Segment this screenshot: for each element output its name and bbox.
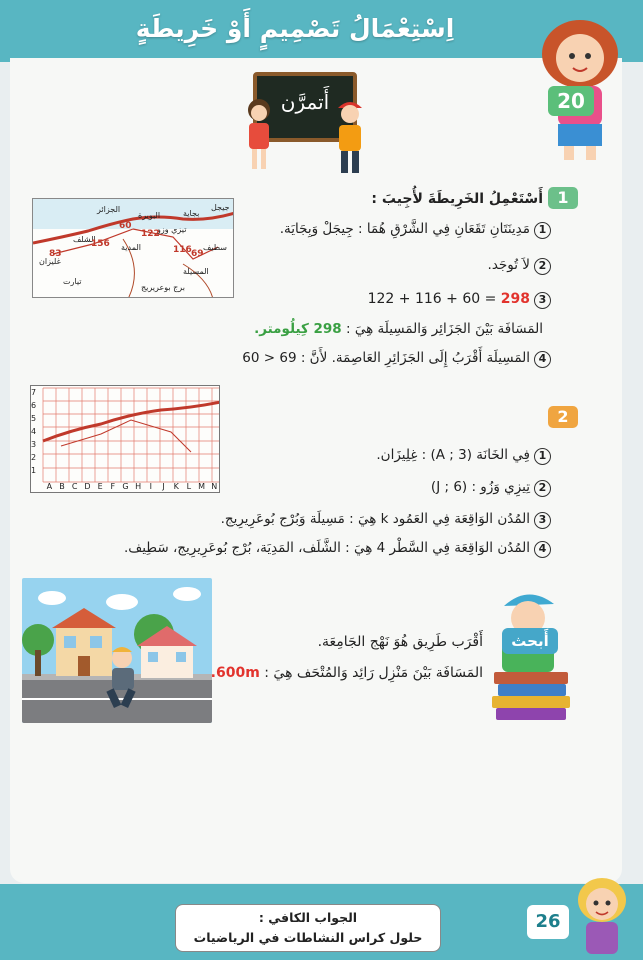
map-city-label: الشلف <box>73 235 96 244</box>
answer-marker: 1 <box>534 222 551 239</box>
footer-line-2: حلول كراس النشاطات في الرياضيات <box>193 930 423 945</box>
map-city-label: غليزان <box>39 257 61 266</box>
map-algeria-distances <box>32 198 234 298</box>
boy-student-icon <box>330 96 370 178</box>
map-distance-label: 156 <box>91 239 110 249</box>
map-distance-label: 60 <box>119 221 132 231</box>
grid-col-label: E <box>97 482 103 491</box>
ex1-answer-4 <box>242 349 551 368</box>
map-distance-label: 69 <box>191 249 204 259</box>
footer-credit <box>175 904 441 952</box>
answer-marker: 3 <box>534 292 551 309</box>
search-line-1: أَقْرَب طَرِيق هُوَ نَهْج الجَامِعَة. <box>317 634 483 650</box>
comparison: 60 > 69 <box>242 350 297 366</box>
answer-marker: 2 <box>534 480 551 497</box>
map-city-label: تيزي وزو <box>157 225 187 234</box>
grid-col-label: J <box>162 482 165 491</box>
map-city-label: المدية <box>121 243 141 252</box>
page-title: اِسْتِعْمَالُ تَصْمِيمٍ أَوْ خَرِيطَةٍ <box>135 14 455 43</box>
grid-col-label: M <box>198 482 206 491</box>
ex1-answer-3 <box>368 290 551 309</box>
street-scene <box>22 578 212 723</box>
answer-marker: 1 <box>534 448 551 465</box>
sum-equation: 122 + 116 + 60 = <box>367 291 497 307</box>
map-city-label: تيارت <box>63 277 82 286</box>
grid-col-label: G <box>122 482 129 491</box>
exercise-1-badge: 1 <box>548 187 578 209</box>
map-distance-label: 83 <box>49 249 62 259</box>
grid-row-label: 5 <box>31 414 37 423</box>
answer-text: فِي الخَانَة (A ; 3) : غِلِيزَان. <box>376 447 530 463</box>
map-city-label: برج بوعريريج <box>141 283 185 292</box>
search-line-2 <box>211 664 483 682</box>
sum-result: 298 <box>500 291 530 307</box>
map-city-label: المسيلة <box>183 267 209 276</box>
map-city-label: بجاية <box>183 209 200 218</box>
street-scene-drawing <box>22 578 212 723</box>
boy-reading-icon <box>488 584 574 724</box>
answer-text: المَسَافَة بَيْنَ الجَزَائِر وَالمَسِيلَة هِيَ : <box>346 321 543 337</box>
answer-text: المُدُن الوَاقِعَة فِي العَمُود k هِيَ : مَسِيلَة وَبُرْج بُوعَرِيرِيج. <box>220 511 530 527</box>
ex1-distance-line <box>254 320 543 338</box>
grid-row-label: 7 <box>31 388 37 397</box>
grid-row-label: 6 <box>31 401 37 410</box>
answer-text: مَدِينَتَانِ تَقَعَانِ فِي الشَّرْقِ هُمَا : جِيجَلْ وَبِجَايَة. <box>279 221 530 237</box>
map-city-label: سطيف <box>203 243 227 252</box>
practice-board: أَتمرَّن <box>253 72 357 142</box>
map-distance-label: 122 <box>141 229 160 239</box>
answer-text: لاَ تُوجَد. <box>487 257 530 273</box>
grid-col-label: K <box>173 482 179 491</box>
answer-text: المَسِيلَة أَقْرَبُ إِلَى الجَزَائِرِ العَاصِمَة. لأَنَّ : <box>300 350 530 366</box>
page-number: 26 <box>527 905 569 939</box>
answer-text: تِيزِي وَزُو : (J ; 6) <box>430 479 530 495</box>
grid-row-label: 2 <box>31 453 37 462</box>
grid-column-labels <box>43 482 220 491</box>
grid-col-label: I <box>149 482 153 491</box>
map-distance-label: 116 <box>173 245 192 255</box>
grid-col-label: A <box>46 482 53 491</box>
grid-map-drawing <box>31 386 220 493</box>
exercise-2-badge: 2 <box>548 406 578 428</box>
ex1-answer-2 <box>488 256 551 275</box>
grid-col-label: D <box>84 482 91 491</box>
answer-marker: 4 <box>534 351 551 368</box>
exercise-1-instruction: أَسْتَعْمِلُ الخَرِيطَةَ لأُجِيبَ : <box>371 191 543 207</box>
grid-row-label: 3 <box>31 440 37 449</box>
girl-footer-icon <box>572 872 632 958</box>
grid-col-label: B <box>59 482 65 491</box>
distance-highlight: 298 كِيلُومتر. <box>254 321 342 337</box>
ex2-answer-4 <box>124 539 551 558</box>
answer-marker: 3 <box>534 512 551 529</box>
search-label: أَبحث <box>502 628 558 654</box>
grid-col-label: N <box>211 482 218 491</box>
grid-map <box>30 385 220 493</box>
map-city-label: البويرة <box>138 211 161 220</box>
grid-col-label: C <box>71 482 78 491</box>
search-line-2-text: المَسَافَة بَيْنَ مَنْزِل رَائِد وَالمُتْحَف هِيَ : <box>264 665 483 681</box>
grid-row-label: 4 <box>31 427 37 436</box>
map-city-label: الجزائر <box>97 205 121 214</box>
ex2-answer-1 <box>376 446 551 465</box>
footer-line-1: الجواب الكافي : <box>258 910 358 925</box>
answer-marker: 2 <box>534 258 551 275</box>
museum-distance: 600m. <box>210 665 260 681</box>
lesson-number-badge: 20 <box>548 86 594 116</box>
ex1-answer-1 <box>280 220 551 239</box>
grid-col-label: F <box>110 482 116 491</box>
ex2-answer-2 <box>431 478 551 497</box>
grid-row-labels <box>31 386 43 477</box>
grid-col-label: H <box>135 482 142 491</box>
grid-row-label: 1 <box>31 466 37 475</box>
grid-col-label: L <box>186 482 192 491</box>
answer-marker: 4 <box>534 541 551 558</box>
girl-student-icon <box>242 96 276 176</box>
map-city-label: جيجل <box>211 203 230 212</box>
ex2-answer-3 <box>221 510 551 529</box>
answer-text: المُدُن الوَاقِعَة فِي السَّطْر 4 هِيَ : الشَّلَف، المَدِيَة، بُرْج بُوعَرِيرِيج، سَطِيف. <box>123 540 530 556</box>
